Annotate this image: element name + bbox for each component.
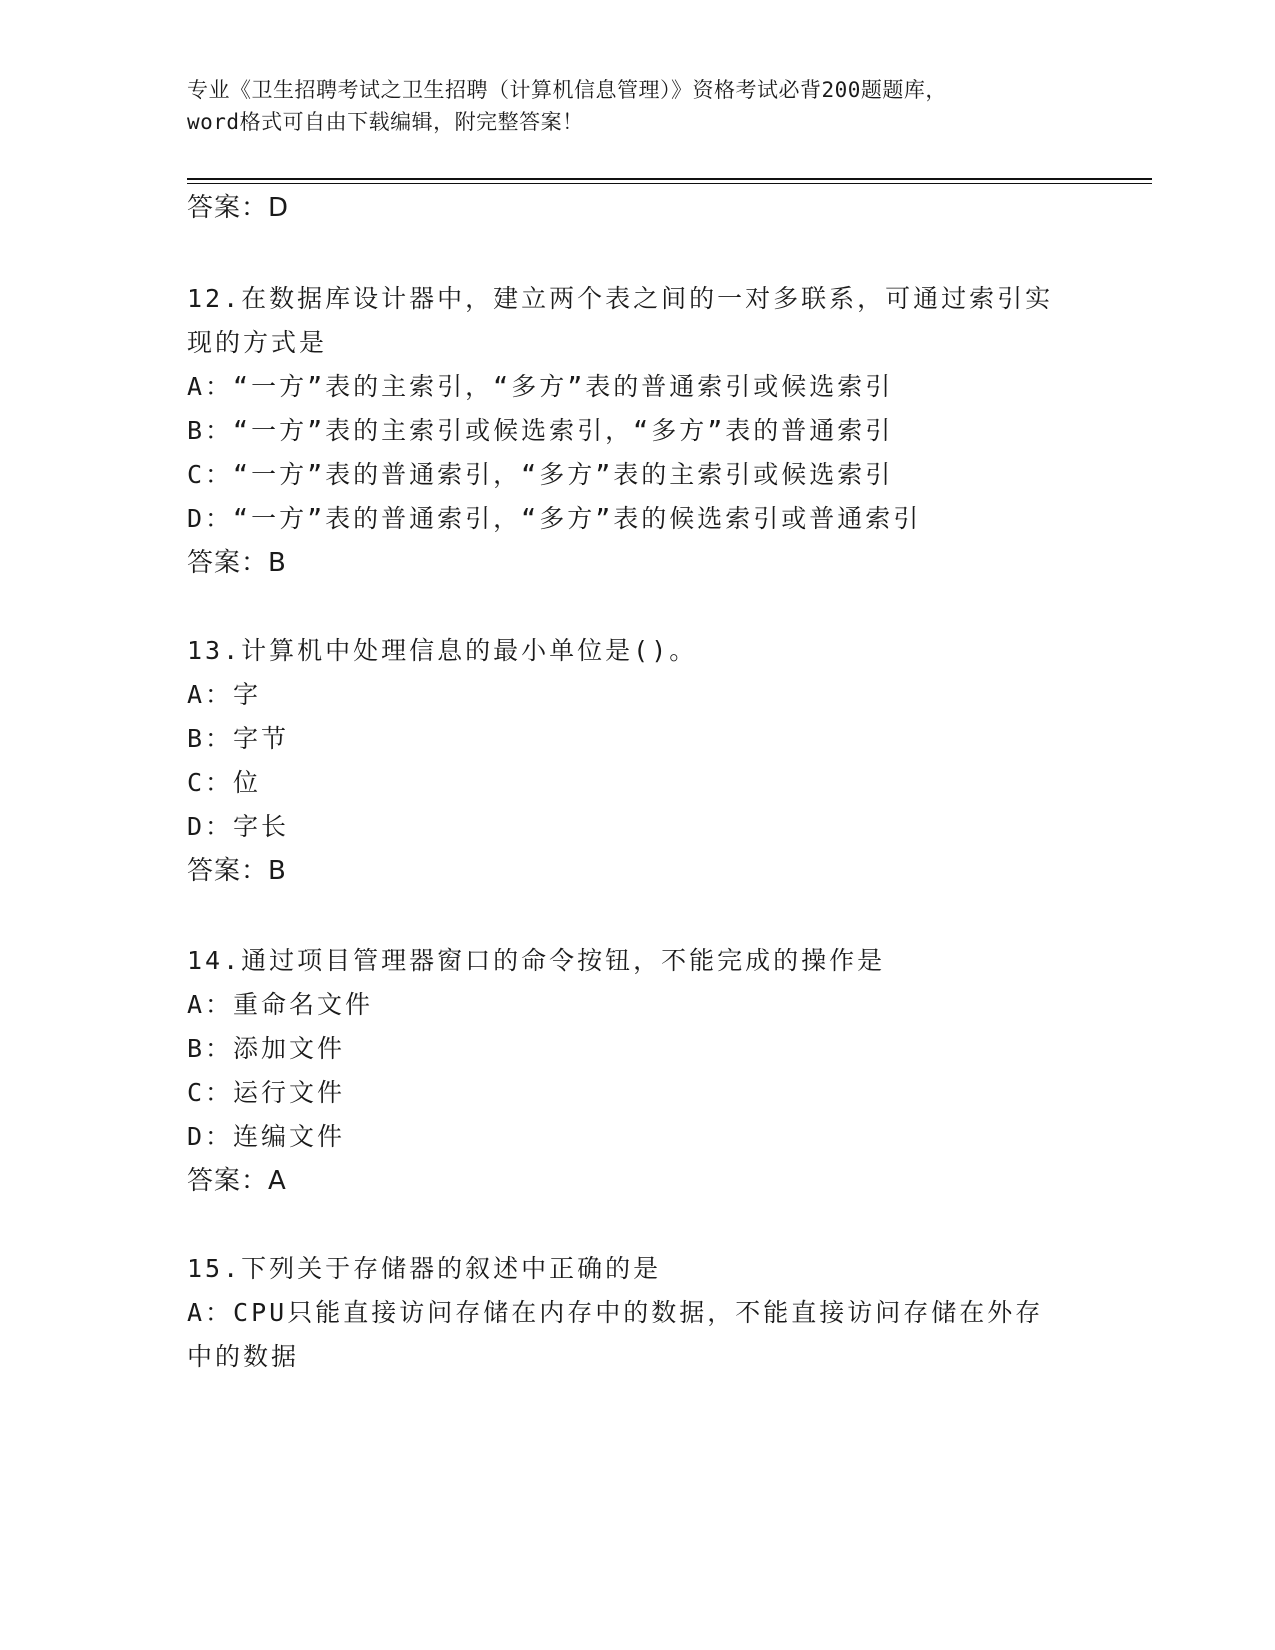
answer-q13: 答案：B	[187, 856, 287, 886]
question-14-option-b: B：添加文件	[187, 1034, 346, 1063]
question-14-option-c: C：运行文件	[187, 1078, 346, 1107]
document-header	[187, 74, 1067, 138]
question-13-option-a: A：字	[187, 680, 262, 709]
question-12-option-a: A：“一方”表的主索引，“多方”表的普通索引或候选索引	[187, 372, 894, 401]
question-12-stem-line-1: 12.在数据库设计器中，建立两个表之间的一对多联系，可通过索引实	[187, 284, 1054, 313]
header-title-line-1: 专业《卫生招聘考试之卫生招聘（计算机信息管理）》资格考试必背200题题库，	[187, 78, 947, 102]
question-14-option-a: A：重命名文件	[187, 990, 374, 1019]
answer-q14: 答案：A	[187, 1166, 287, 1196]
question-13-option-c: C：位	[187, 768, 262, 797]
question-13-option-b: B：字节	[187, 724, 290, 753]
answer-q12: 答案：B	[187, 548, 287, 578]
question-12-option-d: D：“一方”表的普通索引，“多方”表的候选索引或普通索引	[187, 504, 922, 533]
answer-q11: 答案：D	[187, 193, 290, 223]
question-15-stem: 15.下列关于存储器的叙述中正确的是	[187, 1254, 662, 1283]
header-divider-thick	[187, 178, 1152, 180]
question-15-option-a-line-1: A：CPU只能直接访问存储在内存中的数据，不能直接访问存储在外存	[187, 1298, 1044, 1327]
header-divider-thin	[187, 183, 1152, 184]
question-15-option-a-line-2: 中的数据	[187, 1342, 300, 1371]
question-12-option-c: C：“一方”表的普通索引，“多方”表的主索引或候选索引	[187, 460, 894, 489]
header-title-line-2: word格式可自由下载编辑，附完整答案！	[187, 110, 584, 134]
question-13-option-d: D：字长	[187, 812, 290, 841]
question-13-stem: 13.计算机中处理信息的最小单位是()。	[187, 636, 698, 665]
question-12-stem-line-2: 现的方式是	[187, 328, 328, 357]
question-12-option-b: B：“一方”表的主索引或候选索引，“多方”表的普通索引	[187, 416, 894, 445]
question-14-option-d: D：连编文件	[187, 1122, 346, 1151]
question-14-stem: 14.通过项目管理器窗口的命令按钮，不能完成的操作是	[187, 946, 886, 975]
